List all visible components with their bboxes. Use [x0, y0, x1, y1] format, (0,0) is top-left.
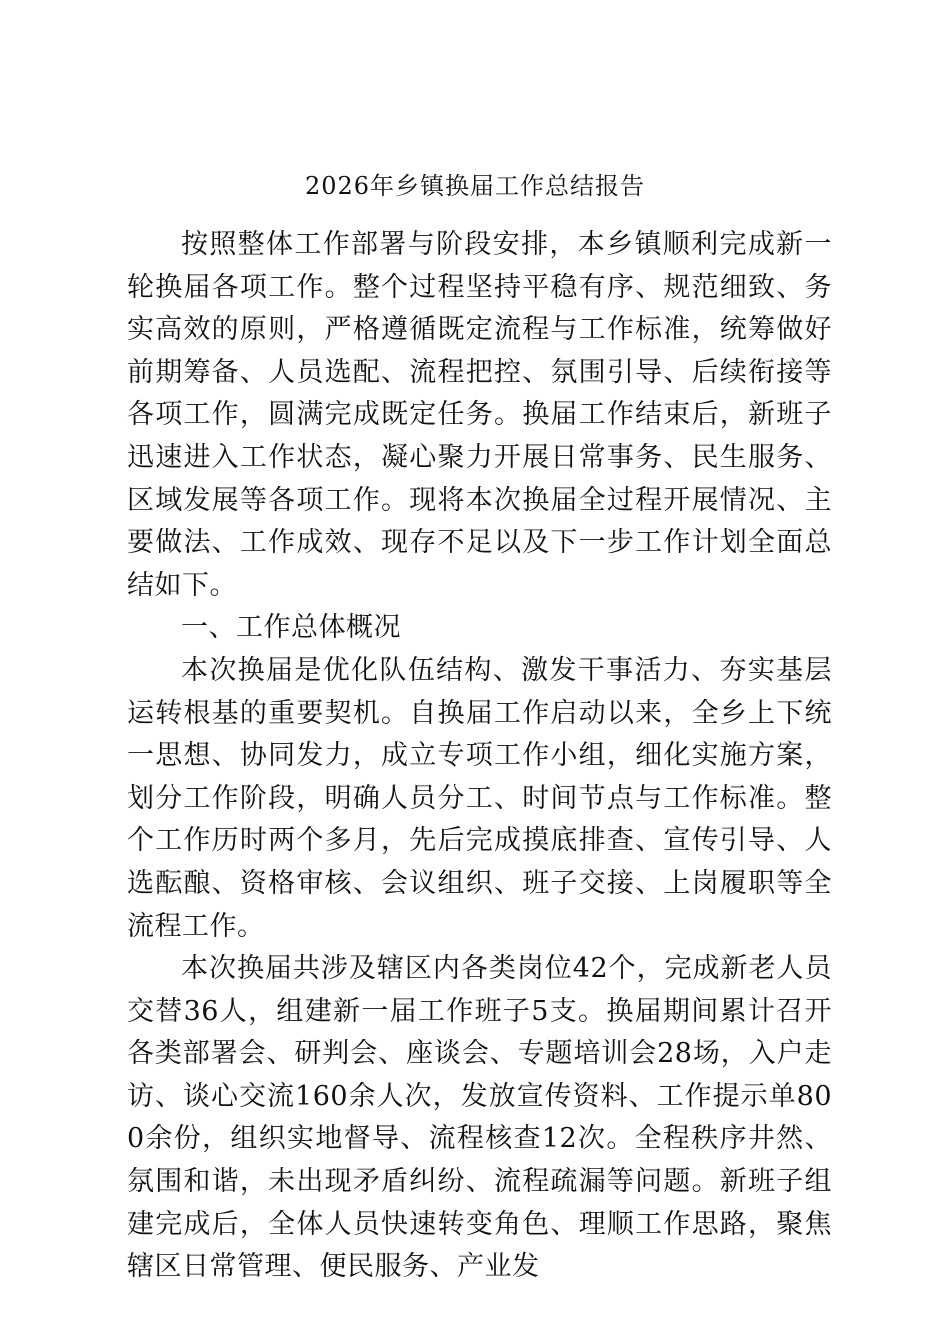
statistics-paragraph: 本次换届共涉及辖区内各类岗位42个，完成新老人员交替36人，组建新一届工作班子5支。换届期间累计召开各类部署会、研判会、座谈会、专题培训会28场，入户走访、谈心交流160余人次，发放宣传资料、工作提示单800余份，组织实地督导、流程核查12次。全程秩序井然、氛围和谐，未出现矛盾纠纷、流程疏漏等问题。新班子组建完成后，全体人员快速转变角色、理顺工作思路，聚焦辖区日常管理、便民服务、产业发 [127, 953, 832, 1283]
intro-paragraph: 按照整体工作部署与阶段安排，本乡镇顺利完成新一轮换届各项工作。整个过程坚持平稳有序、规范细致、务实高效的原则，严格遵循既定流程与工作标准，统筹做好前期筹备、人员选配、流程把控、氛围引导、后续衔接等各项工作，圆满完成既定任务。换届工作结束后，新班子迅速进入工作状态，凝心聚力开展日常事务、民生服务、区域发展等各项工作。现将本次换届全过程开展情况、主要做法、工作成效、现存不足以及下一步工作计划全面总结如下。 [127, 229, 832, 601]
document-body [127, 224, 832, 1289]
section-heading: 一、工作总体概况 [181, 612, 401, 644]
document-title: 2026年乡镇换届工作总结报告 [304, 172, 646, 200]
overview-paragraph: 本次换届是优化队伍结构、激发干事活力、夯实基层运转根基的重要契机。自换届工作启动以来，全乡上下统一思想、协同发力，成立专项工作小组，细化实施方案，划分工作阶段，明确人员分工、时间节点与工作标准。整个工作历时两个多月，先后完成摸底排查、宣传引导、人选酝酿、资格审核、会议组织、班子交接、上岗履职等全流程工作。 [127, 654, 832, 942]
